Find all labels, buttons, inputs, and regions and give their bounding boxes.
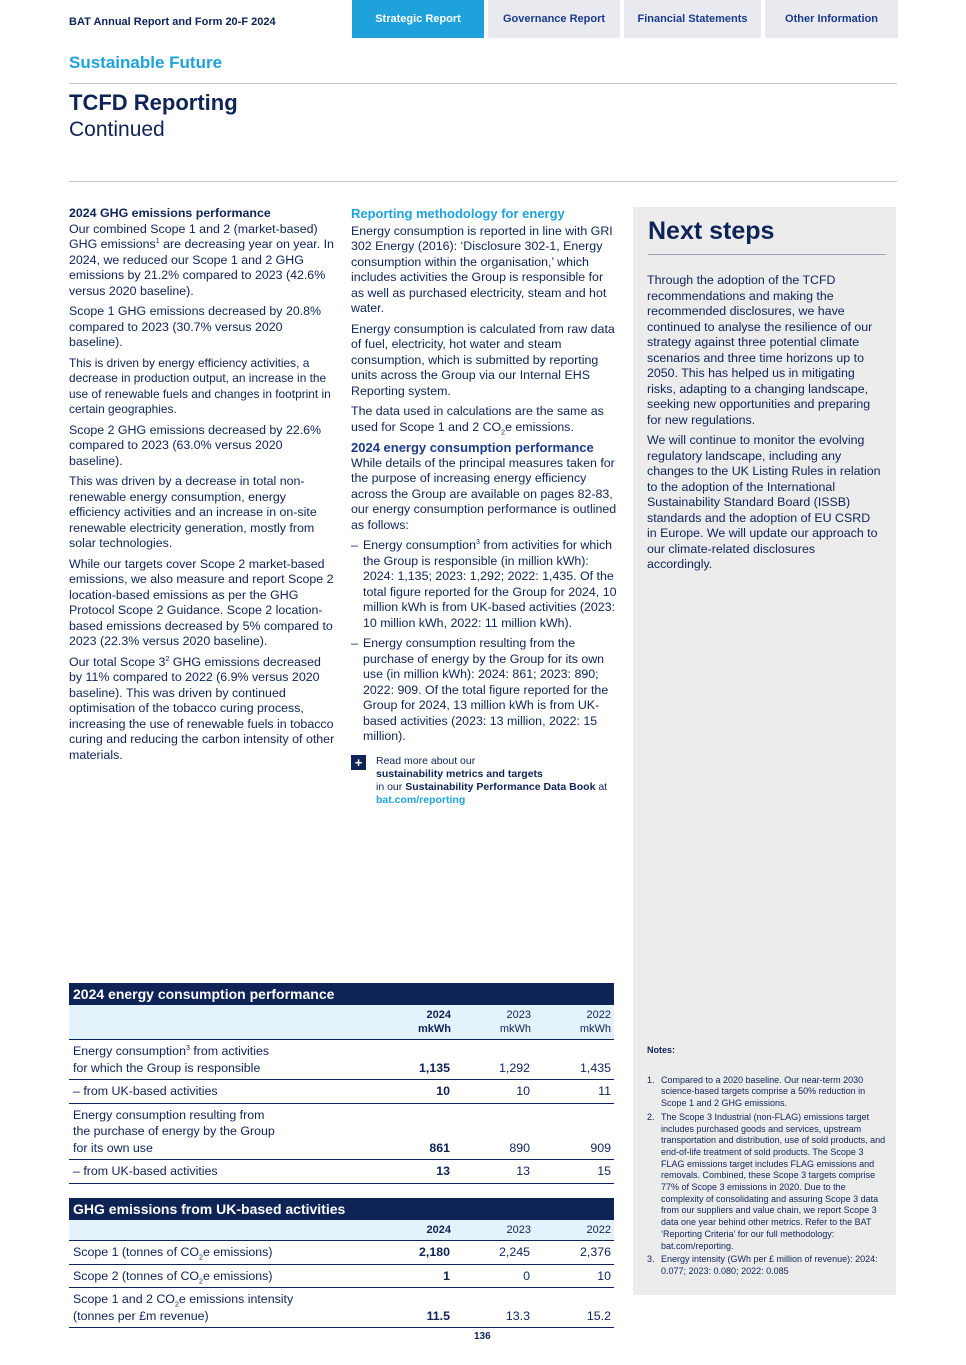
page-number: 136	[474, 1331, 491, 1342]
column-header: 2022 mkWh	[534, 1005, 614, 1040]
table-title: 2024 energy consumption performance	[69, 983, 614, 1005]
paragraph: The data used in calculations are the same as used for Scope 1 and 2 $CO_2e$ emissions.	[351, 404, 604, 436]
report-title: BAT Annual Report and Form 20-F 2024	[69, 16, 276, 28]
tab-financial-statements[interactable]: Financial Statements	[624, 0, 761, 38]
title-divider	[69, 181, 897, 182]
paragraph: This is driven by energy efficiency activities, a decrease in production output, an increase in the use of renewable fuels and changes in footprint in certain geographies.	[69, 355, 331, 416]
read-more-text: Read more about our sustainability metrics and targets in our Sustainability Performance Data Book at bat.com/reporting	[376, 754, 608, 806]
tab-other-information[interactable]: Other Information	[765, 0, 898, 38]
page-subtitle: Continued	[69, 118, 165, 141]
paragraph: Scope 2 GHG emissions decreased by 22.6% compared to 2023 (63.0% versus 2020 baseline).	[69, 422, 322, 468]
table-header-row	[69, 1220, 614, 1241]
energy-consumption-table	[69, 983, 614, 1184]
table-row: Scope 1 and 2 $CO_2e$ emissions intensity (tonnes per £m revenue) 11.5 13.3 15.2	[69, 1288, 614, 1328]
reporting-link[interactable]: bat.com/reporting	[376, 793, 466, 806]
paragraph: We will continue to monitor the evolving regulatory landscape, including any changes to the UK Listing Rules in relation to the adoption of the International Sustainability Standard Board (ISSB) standards and the adoption of EU CSRD in Europe. We will update our approach to our climate-related disclosures accordingly.	[647, 433, 881, 571]
list-item: – Energy consumption resulting from the purchase of energy by the Group for its own use (in million kWh): 2024: 861; 2023: 890; 2022: 909. Of the total figure reported for the Group for 2024, 13 million kWh is from UK-based activities (2023: 13 million, 2022: 15 million).	[351, 636, 609, 743]
panel-divider	[648, 254, 886, 255]
table-row: – from UK-based activities 10 10 11	[69, 1080, 614, 1104]
table-row: Energy consumption$^3$ from activities for which the Group is responsible 1,135 1,292 1,435	[69, 1040, 614, 1080]
page-title: TCFD Reporting	[69, 90, 238, 115]
paragraph: Through the adoption of the TCFD recommendations and making the recommended disclosures, we have continued to analyse the resilience of our strategy against three potential climate scenarios and three time horizons up to 2050. This has helped us in mitigating risks, adapting to a changing landscape, seeking new opportunities and preparing for new regulations.	[647, 273, 873, 427]
header-divider	[69, 83, 897, 84]
paragraph: Our total Scope $3^2$ GHG emissions decreased by 11% compared to 2022 (6.9% versus 2020 baseline). This was driven by continued optimisation of the tobacco curing process, increasing the use of renewable fuels in tobacco curing and reducing the carbon intensity of other materials.	[69, 654, 335, 762]
next-steps-panel	[633, 207, 896, 1295]
note-item: 1. Compared to a 2020 baseline. Our near-term 2030 science-based targets comprise a 50% reduction in Scope 1 and 2 GHG emissions.	[647, 1074, 866, 1109]
note-item: 3. Energy intensity (GWh per £ million of revenue): 2024: 0.077; 2023: 0.080; 2022: 0.085	[647, 1254, 878, 1276]
column-header: 2024	[374, 1220, 454, 1241]
note-item: 2. The Scope 3 Industrial (non-FLAG) emissions target includes purchased goods and services, upstream transportation and distribution, use of sold products, and end-of-life treatment of sold products. The Scope 3 FLAG emissions target includes FLAG emissions and removals. Combined, these Scope 3 targets comprise 77% of Scope 3 emissions in 2020. Due to the complexity of consolidating and assuring Scope 3 data from our suppliers and value chain, we report Scope 3 data one year behind other metrics. Refer to the BAT ‘Reporting Criteria’ for our full methodology: bat.com/reporting.	[647, 1111, 886, 1251]
top-bar	[0, 0, 966, 38]
read-more-link[interactable]	[351, 755, 617, 807]
paragraph: Our combined Scope 1 and 2 (market-based) GHG emissions$^1$ are decreasing year on year. In 2024, we reduced our Scope 1 and 2 GHG emissions by 21.2% compared to 2023 (42.6% versus 2020 baseline).	[69, 221, 334, 298]
paragraph: Energy consumption is calculated from raw data of fuel, electricity, hot water and steam consumption, which is submitted by reporting units across the Group via our Internal EHS Reporting system.	[351, 321, 615, 398]
energy-performance-heading: 2024 energy consumption performance	[351, 440, 594, 455]
notes	[647, 1045, 887, 1280]
next-steps-title: Next steps	[648, 217, 775, 245]
section-tabs	[352, 0, 898, 38]
table-row: – from UK-based activities 13 13 15	[69, 1160, 614, 1184]
paragraph: Scope 1 GHG emissions decreased by 20.8% compared to 2023 (30.7% versus 2020 baseline).	[69, 304, 322, 349]
table-header-row	[69, 1005, 614, 1040]
tab-strategic-report[interactable]: Strategic Report	[352, 0, 484, 38]
paragraph: While our targets cover Scope 2 market-based emissions, we also measure and report Scope 2 location-based emissions as per the GHG Protocol Scope 2 Guidance. Scope 2 location-based emissions decreased by 5% compared to 2023 (22.3% versus 2020 baseline).	[69, 556, 334, 648]
column-header: 2022	[534, 1220, 614, 1241]
paragraph: While details of the principal measures taken for the purpose of increasing energy efficiency across the Group are available on pages 82-83, our energy consumption performance is outlined as follows:	[351, 455, 617, 532]
notes-title: Notes:	[647, 1045, 676, 1055]
column-header: 2024 mkWh	[374, 1005, 454, 1040]
methodology-heading: Reporting methodology for energy	[351, 206, 565, 221]
energy-methodology-column	[351, 206, 617, 807]
table-row: Scope 1 (tonnes of $CO_2e$ emissions) 2,180 2,245 2,376	[69, 1241, 614, 1265]
paragraph: This was driven by a decrease in total non-renewable energy consumption, energy efficiency activities and an increase in on-site renewable electricity generation, mostly from solar technologies.	[69, 474, 317, 550]
table-title: GHG emissions from UK-based activities	[69, 1198, 614, 1220]
plus-icon: +	[351, 755, 366, 770]
ghg-uk-emissions-table	[69, 1198, 614, 1328]
list-item: – Energy consumption$^3$ from activities for which the Group is responsible (in million kWh): 2024: 1,135; 2023: 1,292; 2022: 1,435. Of the total figure reported for the Group for 2024, 10 million kWh is from UK-based activities (2023: 10 million kWh, 2022: 11 million kWh).	[351, 538, 617, 630]
column-header: 2023	[454, 1220, 534, 1241]
table-row: Energy consumption resulting from the purchase of energy by the Group for its own use 861 890 909	[69, 1103, 614, 1160]
next-steps-body	[647, 273, 883, 578]
column-header: 2023 mkWh	[454, 1005, 534, 1040]
ghg-performance-column	[69, 206, 337, 768]
section-title: Sustainable Future	[69, 53, 223, 72]
table-row: Scope 2 (tonnes of $CO_2e$ emissions) 1 0 10	[69, 1264, 614, 1288]
tab-governance-report[interactable]: Governance Report	[488, 0, 620, 38]
ghg-performance-heading: 2024 GHG emissions performance	[69, 206, 271, 220]
paragraph: Energy consumption is reported in line with GRI 302 Energy (2016): ‘Disclosure 302-1, Energy consumption within the organisation,’ which includes activities the Group is responsible for as well as purchased electricity, steam and hot water.	[351, 223, 613, 315]
